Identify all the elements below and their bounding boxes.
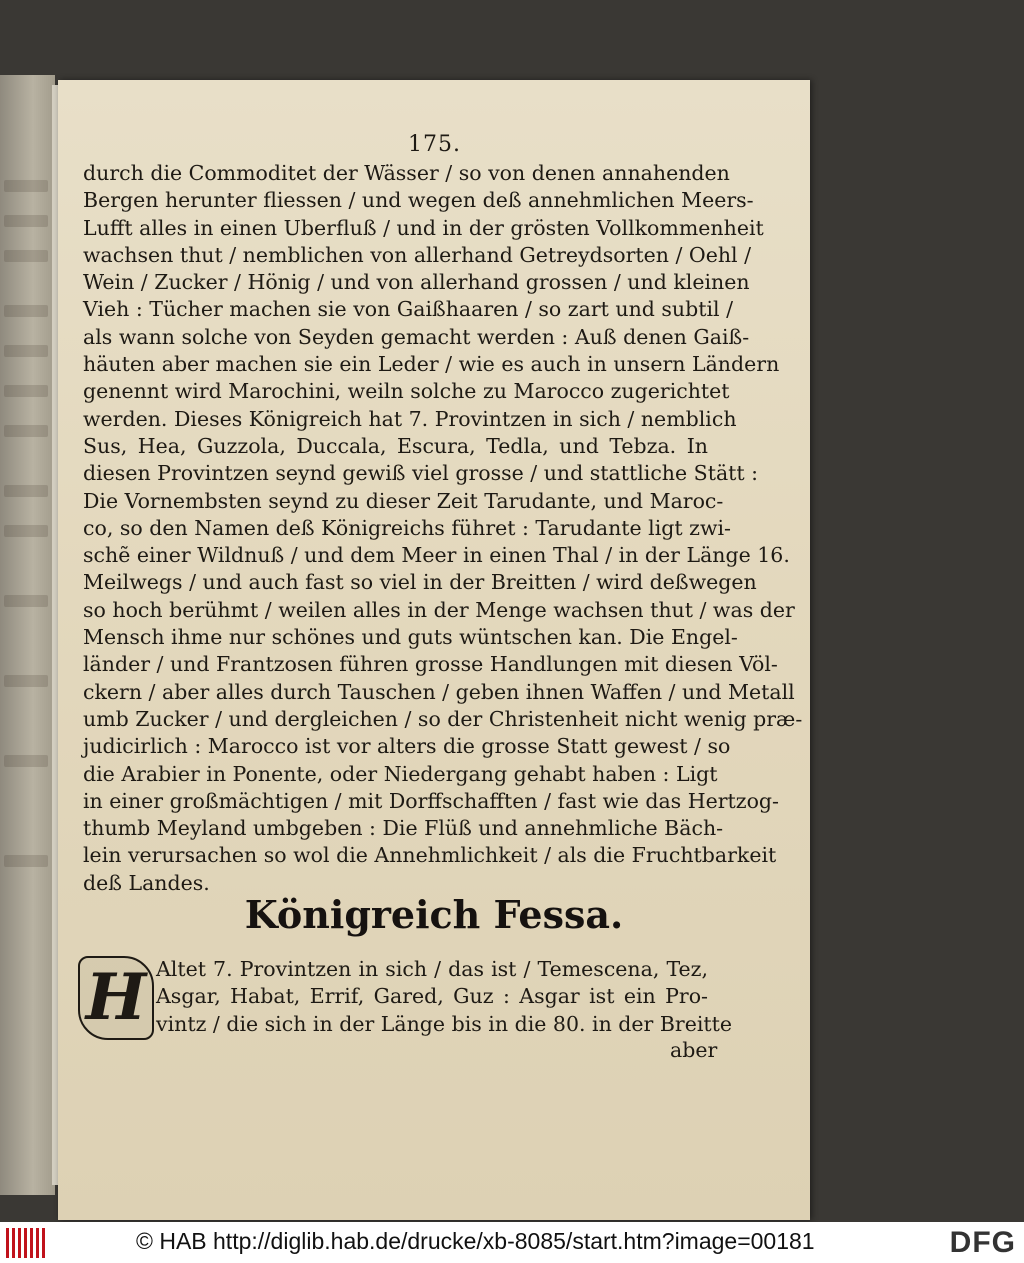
footer-link[interactable]: © HAB http://diglib.hab.de/drucke/xb-8085/start.htm?image=00181 xyxy=(136,1228,815,1254)
text-line: vintz / die sich in der Länge bis in die 80. in der Breitte xyxy=(156,1011,733,1036)
text-line: häuten aber machen sie ein Leder / wie es auch in unsern Ländern xyxy=(83,352,780,377)
text-line: umb Zucker / und dergleichen / so der Christenheit nicht wenig præ- xyxy=(83,706,803,731)
text-line: länder / und Frantzosen führen grosse Handlungen mit diesen Völ- xyxy=(83,652,778,677)
text-line: Mensch ihme nur schönes und guts wüntschen kan. Die Engel- xyxy=(83,625,738,650)
section-text xyxy=(156,956,733,1038)
text-line: als wann solche von Seyden gemacht werden : Auß denen Gaiß- xyxy=(83,324,750,349)
text-line: Lufft alles in einen Uberfluß / und in der grösten Vollkommenheit xyxy=(83,215,764,240)
library-logo-icon xyxy=(6,1228,46,1258)
text-line: Meilwegs / und auch fast so viel in der Breitten / wird deßwegen xyxy=(83,570,757,595)
section-title: Königreich Fessa. xyxy=(244,892,624,937)
text-line: schẽ einer Wildnuß / und dem Meer in einen Thal / in der Länge 16. xyxy=(83,543,790,568)
footer-bar xyxy=(0,1222,1024,1263)
decorated-initial: H xyxy=(78,956,154,1040)
text-line: judicirlich : Marocco ist vor alters die grosse Statt gewest / so xyxy=(83,734,731,759)
dfg-logo: DFG xyxy=(949,1226,1016,1259)
text-line: durch die Commoditet der Wässer / so von denen annahenden xyxy=(83,161,730,185)
text-line: wachsen thut / nemblichen von allerhand Getreydsorten / Oehl / xyxy=(83,242,752,267)
previous-page-edge xyxy=(0,75,55,1195)
text-line: co, so den Namen deß Königreichs führet : Tarudante ligt zwi- xyxy=(83,515,731,540)
text-line: lein verursachen so wol die Annehmlichkeit / als die Fruchtbarkeit xyxy=(83,843,777,868)
text-line: so hoch berühmt / weilen alles in der Menge wachsen thut / was der xyxy=(83,597,795,622)
text-line: deß Landes. xyxy=(83,870,210,895)
text-line: Wein / Zucker / Hönig / und von allerhand grossen / und kleinen xyxy=(83,270,750,295)
catchword: aber xyxy=(670,1038,718,1062)
text-line: diesen Provintzen seynd gewiß viel grosse / und stattliche Stätt : xyxy=(83,461,759,486)
text-line: thumb Meyland umbgeben : Die Flüß und annehmliche Bäch- xyxy=(83,816,724,841)
body-text xyxy=(83,160,803,897)
text-line: werden. Dieses Königreich hat 7. Provintzen in sich / nemblich xyxy=(83,406,737,431)
document-page xyxy=(58,80,810,1220)
text-line: Altet 7. Provintzen in sich / das ist / Temescena, Tez, xyxy=(156,957,708,981)
text-line: genennt wird Marochini, weiln solche zu Marocco zugerichtet xyxy=(83,379,730,404)
text-line: in einer großmächtigen / mit Dorffschafften / fast wie das Hertzog- xyxy=(83,788,779,813)
text-line: ckern / aber alles durch Tauschen / geben ihnen Waffen / und Metall xyxy=(83,679,795,704)
text-line: Asgar, Habat, Errif, Gared, Guz : Asgar ist ein Pro- xyxy=(156,984,708,1009)
text-line: Die Vornembsten seynd zu dieser Zeit Tarudante, und Maroc- xyxy=(83,488,724,513)
text-line: Vieh : Tücher machen sie von Gaißhaaren / so zart und subtil / xyxy=(83,297,734,322)
text-line: Bergen herunter fliessen / und wegen deß annehmlichen Meers- xyxy=(83,188,754,213)
page-number: 175. xyxy=(408,132,461,157)
text-line: Sus, Hea, Guzzola, Duccala, Escura, Tedla, und Tebza. In xyxy=(83,433,708,458)
text-line: die Arabier in Ponente, oder Niedergang gehabt haben : Ligt xyxy=(83,761,718,786)
